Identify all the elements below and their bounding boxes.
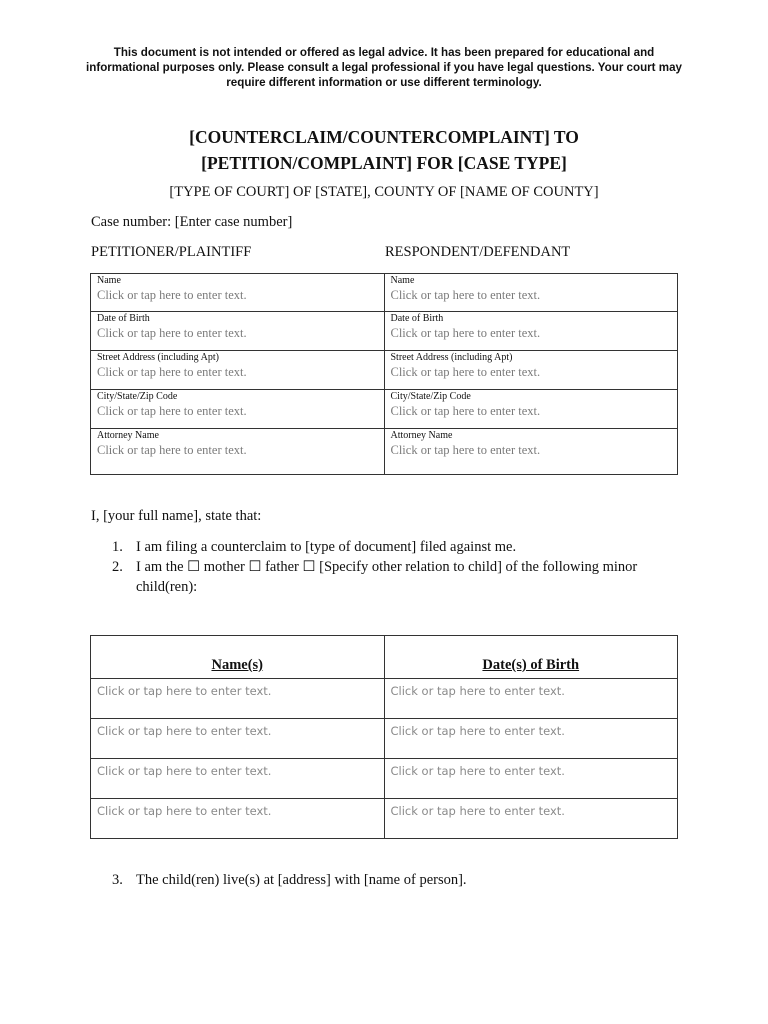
respondent-attorney-field[interactable]: Click or tap here to enter text.	[390, 443, 541, 457]
title-line-2: [PETITION/COMPLAINT] FOR [CASE TYPE]	[201, 153, 567, 173]
petitioner-dob-cell	[91, 312, 385, 351]
list-text: I am the ☐ mother ☐ father ☐ [Specify other relation to child] of the following minor child(ren):	[136, 559, 638, 595]
field-label: City/State/Zip Code	[390, 391, 471, 402]
child-dob-field[interactable]: Click or tap here to enter text.	[384, 759, 678, 799]
field-label: Name	[390, 275, 415, 286]
field-label: Attorney Name	[97, 430, 159, 441]
petitioner-city-field[interactable]: Click or tap here to enter text.	[97, 404, 247, 418]
respondent-address-field[interactable]: Click or tap here to enter text.	[390, 365, 541, 379]
field-label: Name	[97, 275, 121, 286]
respondent-attorney-cell	[384, 429, 678, 475]
field-label: Date of Birth	[390, 313, 444, 324]
list-text: The child(ren) live(s) at [address] with [name of person].	[136, 872, 467, 888]
list-item	[112, 537, 676, 557]
table-row	[91, 759, 678, 799]
petitioner-address-cell	[91, 351, 385, 390]
child-name-field[interactable]: Click or tap here to enter text.	[91, 759, 385, 799]
case-number: Case number: [Enter case number]	[91, 214, 293, 230]
petitioner-city-cell	[91, 390, 385, 429]
petitioner-attorney-field[interactable]: Click or tap here to enter text.	[97, 443, 247, 457]
legal-disclaimer: This document is not intended or offered as legal advice. It has been prepared for educational and informational purposes only. Please consult a legal professional if you have legal questions. Your court may require different information or use different terminology.	[86, 46, 682, 89]
respondent-dob-field[interactable]: Click or tap here to enter text.	[390, 326, 541, 340]
child-name-field[interactable]: Click or tap here to enter text.	[91, 679, 385, 719]
names-column-header: Name(s)	[91, 636, 385, 679]
petitioner-dob-field[interactable]: Click or tap here to enter text.	[97, 326, 247, 340]
field-label: Attorney Name	[390, 430, 453, 441]
respondent-name-cell	[384, 274, 678, 312]
petitioner-heading: PETITIONER/PLAINTIFF	[91, 244, 252, 260]
dob-column-header: Date(s) of Birth	[384, 636, 678, 679]
petitioner-address-field[interactable]: Click or tap here to enter text.	[97, 365, 247, 379]
list-number: 2.	[112, 559, 123, 575]
field-label: Date of Birth	[97, 313, 150, 324]
respondent-dob-cell	[384, 312, 678, 351]
petitioner-attorney-cell	[91, 429, 385, 475]
table-row	[91, 799, 678, 839]
statement-intro: I, [your full name], state that:	[91, 508, 262, 524]
respondent-city-field[interactable]: Click or tap here to enter text.	[390, 404, 541, 418]
parties-table	[90, 273, 678, 475]
respondent-address-cell	[384, 351, 678, 390]
title-line-1: [COUNTERCLAIM/COUNTERCOMPLAINT] TO	[189, 127, 579, 147]
children-table	[90, 635, 678, 839]
petitioner-name-field[interactable]: Click or tap here to enter text.	[97, 288, 247, 302]
field-label: Street Address (including Apt)	[390, 352, 513, 363]
child-name-field[interactable]: Click or tap here to enter text.	[91, 799, 385, 839]
respondent-heading: RESPONDENT/DEFENDANT	[385, 244, 571, 260]
document-title	[40, 124, 728, 176]
field-label: Street Address (including Apt)	[97, 352, 219, 363]
child-dob-field[interactable]: Click or tap here to enter text.	[384, 719, 678, 759]
list-item	[112, 870, 676, 890]
table-row	[91, 679, 678, 719]
child-dob-field[interactable]: Click or tap here to enter text.	[384, 799, 678, 839]
list-number: 3.	[112, 872, 123, 888]
court-line: [TYPE OF COURT] OF [STATE], COUNTY OF [NAME OF COUNTY]	[169, 184, 599, 200]
table-row	[91, 719, 678, 759]
list-number: 1.	[112, 539, 123, 555]
field-label: City/State/Zip Code	[97, 391, 178, 402]
child-dob-field[interactable]: Click or tap here to enter text.	[384, 679, 678, 719]
respondent-city-cell	[384, 390, 678, 429]
list-text: I am filing a counterclaim to [type of document] filed against me.	[136, 539, 517, 555]
petitioner-name-cell	[91, 274, 385, 312]
respondent-name-field[interactable]: Click or tap here to enter text.	[390, 288, 541, 302]
list-item	[112, 557, 676, 597]
child-name-field[interactable]: Click or tap here to enter text.	[91, 719, 385, 759]
